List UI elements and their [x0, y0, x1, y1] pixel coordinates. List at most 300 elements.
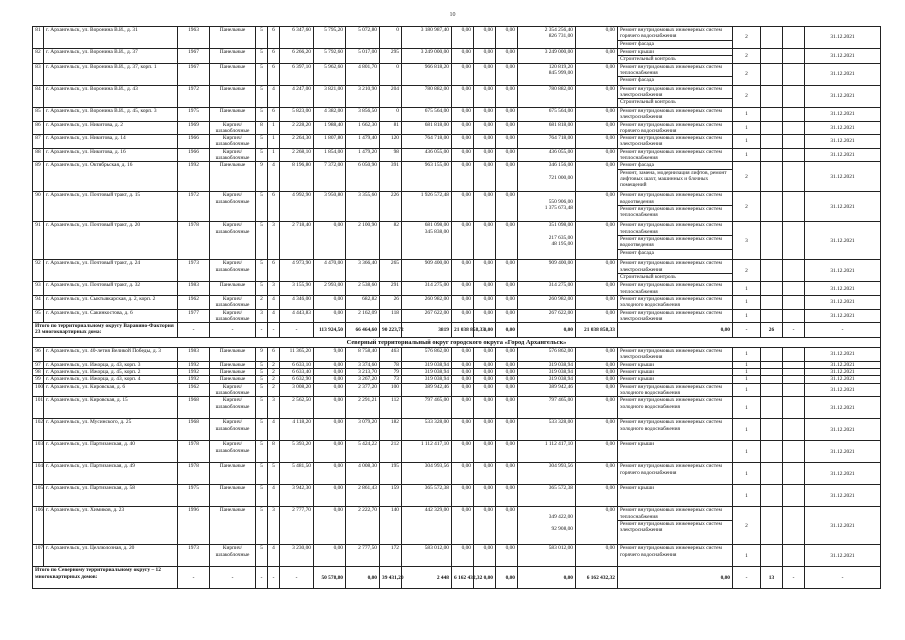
completion-date: 31.12.2021 [805, 121, 881, 135]
work-cost [518, 369, 576, 376]
works-list-line: Ремонт внутридомовых инженерных систем холодного водоснабжения [620, 295, 722, 309]
cost-total: 963 155,00 [402, 162, 452, 192]
row-number: 83 [33, 63, 44, 85]
area-total: 4 247,00 [280, 85, 314, 107]
area-total: 5 823,00 [280, 107, 314, 121]
cost-total [402, 222, 452, 260]
fund-source-2: 0,00 [474, 192, 496, 222]
wall-material: Панельные [210, 49, 256, 64]
row-number: 93 [33, 282, 44, 296]
wall-material: Панельные [210, 107, 256, 121]
year-built: 1963 [178, 27, 210, 49]
fund-source-1: 0,00 [452, 192, 474, 222]
work-cost-line: 314 275,00 [548, 282, 573, 289]
fund-source-1: 0,00 [452, 295, 474, 309]
area-total: 4 992,90 [280, 192, 314, 222]
row-number: 81 [33, 27, 44, 49]
completion-date: 31.12.2021 [805, 463, 881, 485]
works-list-line: Ремонт внутридомовых инженерных систем горячего водоснабжения [620, 27, 722, 40]
wall-material: Кирпич/ шлакоблочные [210, 222, 256, 260]
work-cost-line: 1 375 673,48 [544, 204, 573, 211]
area-common: 0,00 [314, 507, 346, 545]
work-cost-line: 436 055,00 [548, 148, 573, 155]
residents: 0 [380, 107, 402, 121]
total-row [33, 323, 881, 338]
works-list-line: Ремонт внутридомовых инженерных систем теплоснабжения [620, 282, 722, 295]
fund-source-2: 0,00 [474, 441, 496, 463]
entrances: 4 [268, 295, 280, 309]
empty-cell [783, 85, 805, 107]
work-cost-line: 304 993,56 [548, 463, 573, 470]
year-built: 1972 [178, 192, 210, 222]
area-premises: 2 377,20 [346, 383, 380, 397]
area-total: 4 118,20 [280, 419, 314, 441]
other-cost: 0,00 [576, 441, 618, 463]
method: 2 [733, 85, 761, 107]
wall-material: Панельные [210, 282, 256, 296]
completion-date: 31.12.2021 [805, 397, 881, 419]
area-total: 6 266,20 [280, 49, 314, 64]
entrances: 4 [268, 162, 280, 192]
work-cost [518, 107, 576, 121]
fund-source-2: 0,00 [474, 369, 496, 376]
row-number: 104 [33, 463, 44, 485]
empty-cell [761, 383, 783, 397]
method: 2 [733, 49, 761, 64]
residents: 291 [380, 282, 402, 296]
works-list [618, 309, 733, 323]
work-cost [518, 463, 576, 485]
fund-source-3: 0,00 [496, 545, 518, 567]
work-cost [518, 295, 576, 309]
method: 1 [733, 309, 761, 323]
fund-source-1: 0,00 [452, 148, 474, 162]
fund-source-2: 0,00 [474, 348, 496, 362]
work-cost-line: 389 942,46 [548, 383, 573, 390]
year-built: 1966 [178, 148, 210, 162]
method: 2 [733, 63, 761, 85]
fund-source-1: 0,00 [452, 348, 474, 362]
fund-source-1: 0,00 [452, 369, 474, 376]
work-cost [518, 85, 576, 107]
area-premises: 1 479,40 [346, 135, 380, 149]
residents: 391 [380, 162, 402, 192]
method: 1 [733, 441, 761, 463]
address: г. Архангельск, ул. Сыктывкарская, д. 2, корп. 2 [44, 295, 178, 309]
fund-source-2: 0,00 [474, 49, 496, 64]
empty-cell [761, 27, 783, 49]
work-cost [518, 545, 576, 567]
work-cost-line: 780 882,00 [548, 85, 573, 92]
area-common: 5 795,20 [314, 27, 346, 49]
floors: 5 [256, 135, 268, 149]
works-list [618, 369, 733, 376]
area-common: 7 372,00 [314, 162, 346, 192]
method: 1 [733, 121, 761, 135]
works-list [618, 376, 733, 383]
residents: 120 [380, 135, 402, 149]
floors: 5 [256, 463, 268, 485]
area-common: 0,00 [314, 222, 346, 260]
floors: 5 [256, 369, 268, 376]
work-cost [518, 260, 576, 282]
area-total: 6 397,10 [280, 63, 314, 85]
area-premises: 3 374,60 [346, 361, 380, 368]
other-cost: 0,00 [576, 309, 618, 323]
empty-cell [761, 369, 783, 376]
row-number: 90 [33, 192, 44, 222]
work-cost [518, 309, 576, 323]
table-row [33, 507, 881, 545]
cost-total: 319 038,94 [402, 376, 452, 383]
works-list-line: Ремонт фасада [618, 40, 732, 47]
work-cost [518, 49, 576, 64]
works-list-line: Ремонт внутридомовых инженерных систем горячего водоснабжения [620, 121, 722, 134]
area-common: 3 821,00 [314, 85, 346, 107]
total-area-premises: 39 431,20 [380, 567, 402, 589]
empty-cell [783, 260, 805, 282]
empty-cell [761, 397, 783, 419]
year-built: 1983 [178, 282, 210, 296]
work-cost-line: 267 622,00 [548, 309, 573, 316]
entrances: 6 [268, 27, 280, 49]
area-total: 3 008,20 [280, 383, 314, 397]
works-list-line: Ремонт внутридомовых инженерных систем электроснабжения [620, 348, 722, 361]
address: г. Архангельск, ул. Мусинского, д. 25 [44, 419, 178, 441]
work-cost-line: 764 718,00 [548, 135, 573, 142]
completion-date: 31.12.2021 [805, 282, 881, 296]
table-row [33, 222, 881, 260]
other-cost: 0,00 [576, 507, 618, 545]
empty-cell [761, 295, 783, 309]
fund-source-3: 0,00 [496, 383, 518, 397]
residents: 98 [380, 148, 402, 162]
row-number: 95 [33, 309, 44, 323]
empty-cell [783, 507, 805, 545]
area-premises: 3 366,40 [346, 260, 380, 282]
fund-source-1: 0,00 [452, 49, 474, 64]
row-number: 105 [33, 485, 44, 507]
fund-source-3: 0,00 [496, 463, 518, 485]
fund-source-3: 0,00 [496, 192, 518, 222]
empty-cell [783, 222, 805, 260]
year-built: 1992 [178, 162, 210, 192]
cost-total: 1 926 572,48 [402, 192, 452, 222]
row-number: 97 [33, 361, 44, 368]
completion-date: 31.12.2021 [805, 419, 881, 441]
year-built: 1966 [178, 135, 210, 149]
method: 1 [733, 369, 761, 376]
area-premises: 2 162,09 [346, 309, 380, 323]
works-list [618, 192, 733, 222]
other-cost: 0,00 [576, 361, 618, 368]
work-cost [518, 397, 576, 419]
fund-source-2: 0,00 [474, 419, 496, 441]
entrances: 2 [268, 361, 280, 368]
works-list [618, 222, 733, 260]
method: 1 [733, 282, 761, 296]
method: 1 [733, 419, 761, 441]
completion-date: 31.12.2021 [805, 376, 881, 383]
works-list-line: Ремонт внутридомовых инженерных систем водоотведения [618, 235, 732, 249]
completion-date: 31.12.2021 [805, 85, 881, 107]
method: 1 [733, 295, 761, 309]
area-total: 3 230,00 [280, 545, 314, 567]
wall-material: Кирпич/ шлакоблочные [210, 121, 256, 135]
fund-source-1: 0,00 [452, 545, 474, 567]
work-cost-line: 533 328,00 [548, 419, 573, 426]
empty-cell [783, 309, 805, 323]
total-area-total: 50 578,80 [314, 567, 346, 589]
empty-cell [783, 485, 805, 507]
fund-source-1: 0,00 [452, 85, 474, 107]
table-row [33, 85, 881, 107]
other-cost: 0,00 [576, 463, 618, 485]
work-cost-line: 319 038,94 [548, 376, 573, 383]
area-premises: 5 017,00 [346, 49, 380, 64]
total-dash: - [783, 567, 805, 589]
total-fund-1: 0,00 [474, 323, 496, 338]
works-list-line: Ремонт крыши [620, 49, 654, 55]
total-dash: - [805, 323, 881, 338]
work-cost [518, 376, 576, 383]
work-cost-line: 319 038,94 [548, 369, 573, 376]
other-cost: 0,00 [576, 295, 618, 309]
entrances: 4 [268, 485, 280, 507]
work-cost [518, 485, 576, 507]
work-cost [518, 192, 576, 222]
area-common: 0,00 [314, 376, 346, 383]
table-row [33, 260, 881, 282]
fund-source-1: 0,00 [452, 376, 474, 383]
other-cost: 0,00 [576, 485, 618, 507]
other-cost: 0,00 [576, 121, 618, 135]
row-number: 92 [33, 260, 44, 282]
fund-source-1: 0,00 [452, 361, 474, 368]
work-cost [518, 148, 576, 162]
total-other-cost: 0,00 [618, 323, 733, 338]
fund-source-3: 0,00 [496, 376, 518, 383]
wall-material: Кирпич/ шлакоблочные [210, 295, 256, 309]
address: г. Архангельск, ул. Октябрьская, д. 16 [44, 162, 178, 192]
fund-source-3: 0,00 [496, 397, 518, 419]
other-cost: 0,00 [576, 63, 618, 85]
total-area-total: 113 924,50 [314, 323, 346, 338]
area-total: 4 443,83 [280, 309, 314, 323]
method: 1 [733, 545, 761, 567]
work-cost [518, 361, 576, 368]
fund-source-3: 0,00 [496, 148, 518, 162]
address: г. Архангельск, ул. 40-летия Великой Победы, д. 3 [44, 348, 178, 362]
total-cost: 6 162 432,32 [452, 567, 474, 589]
fund-source-3: 0,00 [496, 49, 518, 64]
works-list-line: Ремонт крыши [620, 361, 654, 368]
floors: 5 [256, 485, 268, 507]
wall-material: Панельные [210, 507, 256, 545]
completion-date: 31.12.2021 [805, 545, 881, 567]
floors: 5 [256, 282, 268, 296]
fund-source-1: 0,00 [452, 222, 474, 260]
works-list-line: Ремонт внутридомовых инженерных систем холодного водоснабжения [620, 419, 722, 432]
method: 1 [733, 361, 761, 368]
year-built: 1992 [178, 376, 210, 383]
entrances: 8 [268, 441, 280, 463]
works-list [618, 507, 733, 545]
cost-total: 319 038,94 [402, 369, 452, 376]
total-label: Итого по территориальному округу Варавино-Фактория 23 многоквартирных дома: [33, 323, 178, 338]
total-works: - [733, 567, 761, 589]
fund-source-1: 0,00 [452, 121, 474, 135]
year-built: 1978 [178, 441, 210, 463]
fund-source-2: 0,00 [474, 27, 496, 49]
works-list-line: Ремонт внутридомовых инженерных систем холодного водоснабжения [620, 397, 722, 410]
area-total: 5 481,50 [280, 463, 314, 485]
table-row [33, 376, 881, 383]
works-list-line: Ремонт крыши [620, 441, 654, 448]
cost-total: 389 942,46 [402, 383, 452, 397]
fund-source-3: 0,00 [496, 441, 518, 463]
work-cost-line: 2 354 256,40 [544, 27, 573, 33]
other-cost: 0,00 [576, 260, 618, 282]
address: г. Архангельск, ул. Никитова, д. 14 [44, 135, 178, 149]
works-list [618, 419, 733, 441]
total-dash: - [783, 323, 805, 338]
residents: 100 [380, 383, 402, 397]
works-list [618, 348, 733, 362]
area-common: 0,00 [314, 369, 346, 376]
fund-source-1: 0,00 [452, 107, 474, 121]
address: г. Архангельск, ул. Воронина В.И., д. 37, корп. 1 [44, 63, 178, 85]
residents: 82 [380, 222, 402, 260]
work-cost-line: 583 012,00 [548, 545, 573, 552]
works-list-line: Ремонт, замена, модернизация лифтов, ремонт лифтовых шахт, машинных и блочных помещений [618, 169, 732, 189]
empty-cell [761, 260, 783, 282]
empty-cell [761, 282, 783, 296]
fund-source-3: 0,00 [496, 135, 518, 149]
table-row [33, 282, 881, 296]
table-row [33, 107, 881, 121]
area-total: 2 268,10 [280, 148, 314, 162]
total-works: - [733, 323, 761, 338]
work-cost [518, 121, 576, 135]
area-common: 0,00 [314, 545, 346, 567]
empty-cell [783, 295, 805, 309]
work-cost-line: 48 195,00 [551, 241, 573, 248]
address: г. Архангельск, ул. Ижорца, д. 43, корп. 4 [44, 376, 178, 383]
other-cost: 0,00 [576, 376, 618, 383]
other-cost: 0,00 [576, 348, 618, 362]
total-dash: - [280, 323, 314, 338]
area-total: 6 347,60 [280, 27, 314, 49]
wall-material: Панельные [210, 376, 256, 383]
empty-cell [783, 282, 805, 296]
residents: 159 [380, 485, 402, 507]
cost-total: 304 993,56 [402, 463, 452, 485]
completion-date: 31.12.2021 [805, 507, 881, 545]
total-row [33, 567, 881, 589]
table-row [33, 397, 881, 419]
area-total: 4 346,00 [280, 295, 314, 309]
cost-total: 319 038,94 [402, 361, 452, 368]
wall-material: Панельные [210, 162, 256, 192]
floors: 5 [256, 419, 268, 441]
table-row [33, 121, 881, 135]
work-cost [518, 282, 576, 296]
work-cost-line: 797 465,00 [548, 397, 573, 404]
fund-source-1: 0,00 [452, 63, 474, 85]
row-number: 85 [33, 107, 44, 121]
method: 1 [733, 485, 761, 507]
works-list-line: Ремонт внутридомовых инженерных систем электроснабжения [620, 135, 722, 148]
works-list [618, 63, 733, 85]
work-cost-line: 260 982,00 [548, 295, 573, 302]
floors: 5 [256, 545, 268, 567]
address: г. Архангельск, ул. Воронина В.И., д. 31 [44, 27, 178, 49]
year-built: 1996 [178, 507, 210, 545]
work-cost [518, 441, 576, 463]
area-premises: 1 662,30 [346, 121, 380, 135]
year-built: 1967 [178, 63, 210, 85]
empty-cell [761, 441, 783, 463]
area-common: 2 993,00 [314, 282, 346, 296]
cost-total: 583 012,00 [402, 545, 452, 567]
fund-source-1: 0,00 [452, 441, 474, 463]
wall-material: Кирпич/ шлакоблочные [210, 309, 256, 323]
cost-total: 267 622,00 [402, 309, 452, 323]
empty-cell [783, 49, 805, 64]
floors: 5 [256, 49, 268, 64]
works-list [618, 397, 733, 419]
wall-material: Панельные [210, 63, 256, 85]
fund-source-3: 0,00 [496, 507, 518, 545]
year-built: 1992 [178, 369, 210, 376]
works-list [618, 282, 733, 296]
works-list [618, 49, 733, 64]
work-cost [518, 419, 576, 441]
entrances: 3 [268, 282, 280, 296]
area-premises: 1 479,20 [346, 148, 380, 162]
fund-source-2: 0,00 [474, 63, 496, 85]
entrances: 6 [268, 260, 280, 282]
empty-cell [761, 135, 783, 149]
method: 1 [733, 376, 761, 383]
row-number: 89 [33, 162, 44, 192]
fund-source-3: 0,00 [496, 121, 518, 135]
address: г. Архангельск, ул. Химиков, д. 23 [44, 507, 178, 545]
method: 1 [733, 397, 761, 419]
works-list-line: Строительный контроль [618, 55, 732, 62]
work-cost-line: 845 999,00 [548, 69, 573, 76]
row-number: 94 [33, 295, 44, 309]
works-list-line: Ремонт фасада [620, 162, 654, 169]
other-cost: 0,00 [576, 222, 618, 260]
total-area-common: 0,00 [346, 567, 380, 589]
entrances: 2 [268, 383, 280, 397]
method: 1 [733, 348, 761, 362]
row-number: 107 [33, 545, 44, 567]
floors: 2 [256, 295, 268, 309]
cost-total-line: 345 838,00 [424, 228, 449, 235]
works-list-line: Ремонт внутридомовых инженерных систем холодного водоснабжения [620, 383, 722, 396]
area-common: 3 950,80 [314, 192, 346, 222]
row-number: 82 [33, 49, 44, 64]
total-dash: - [210, 567, 256, 589]
year-built: 1972 [178, 85, 210, 107]
works-list-line: Ремонт внутридомовых инженерных систем электроснабжения [620, 107, 722, 120]
fund-source-1: 0,00 [452, 282, 474, 296]
work-cost [518, 222, 576, 260]
year-built: 1975 [178, 485, 210, 507]
